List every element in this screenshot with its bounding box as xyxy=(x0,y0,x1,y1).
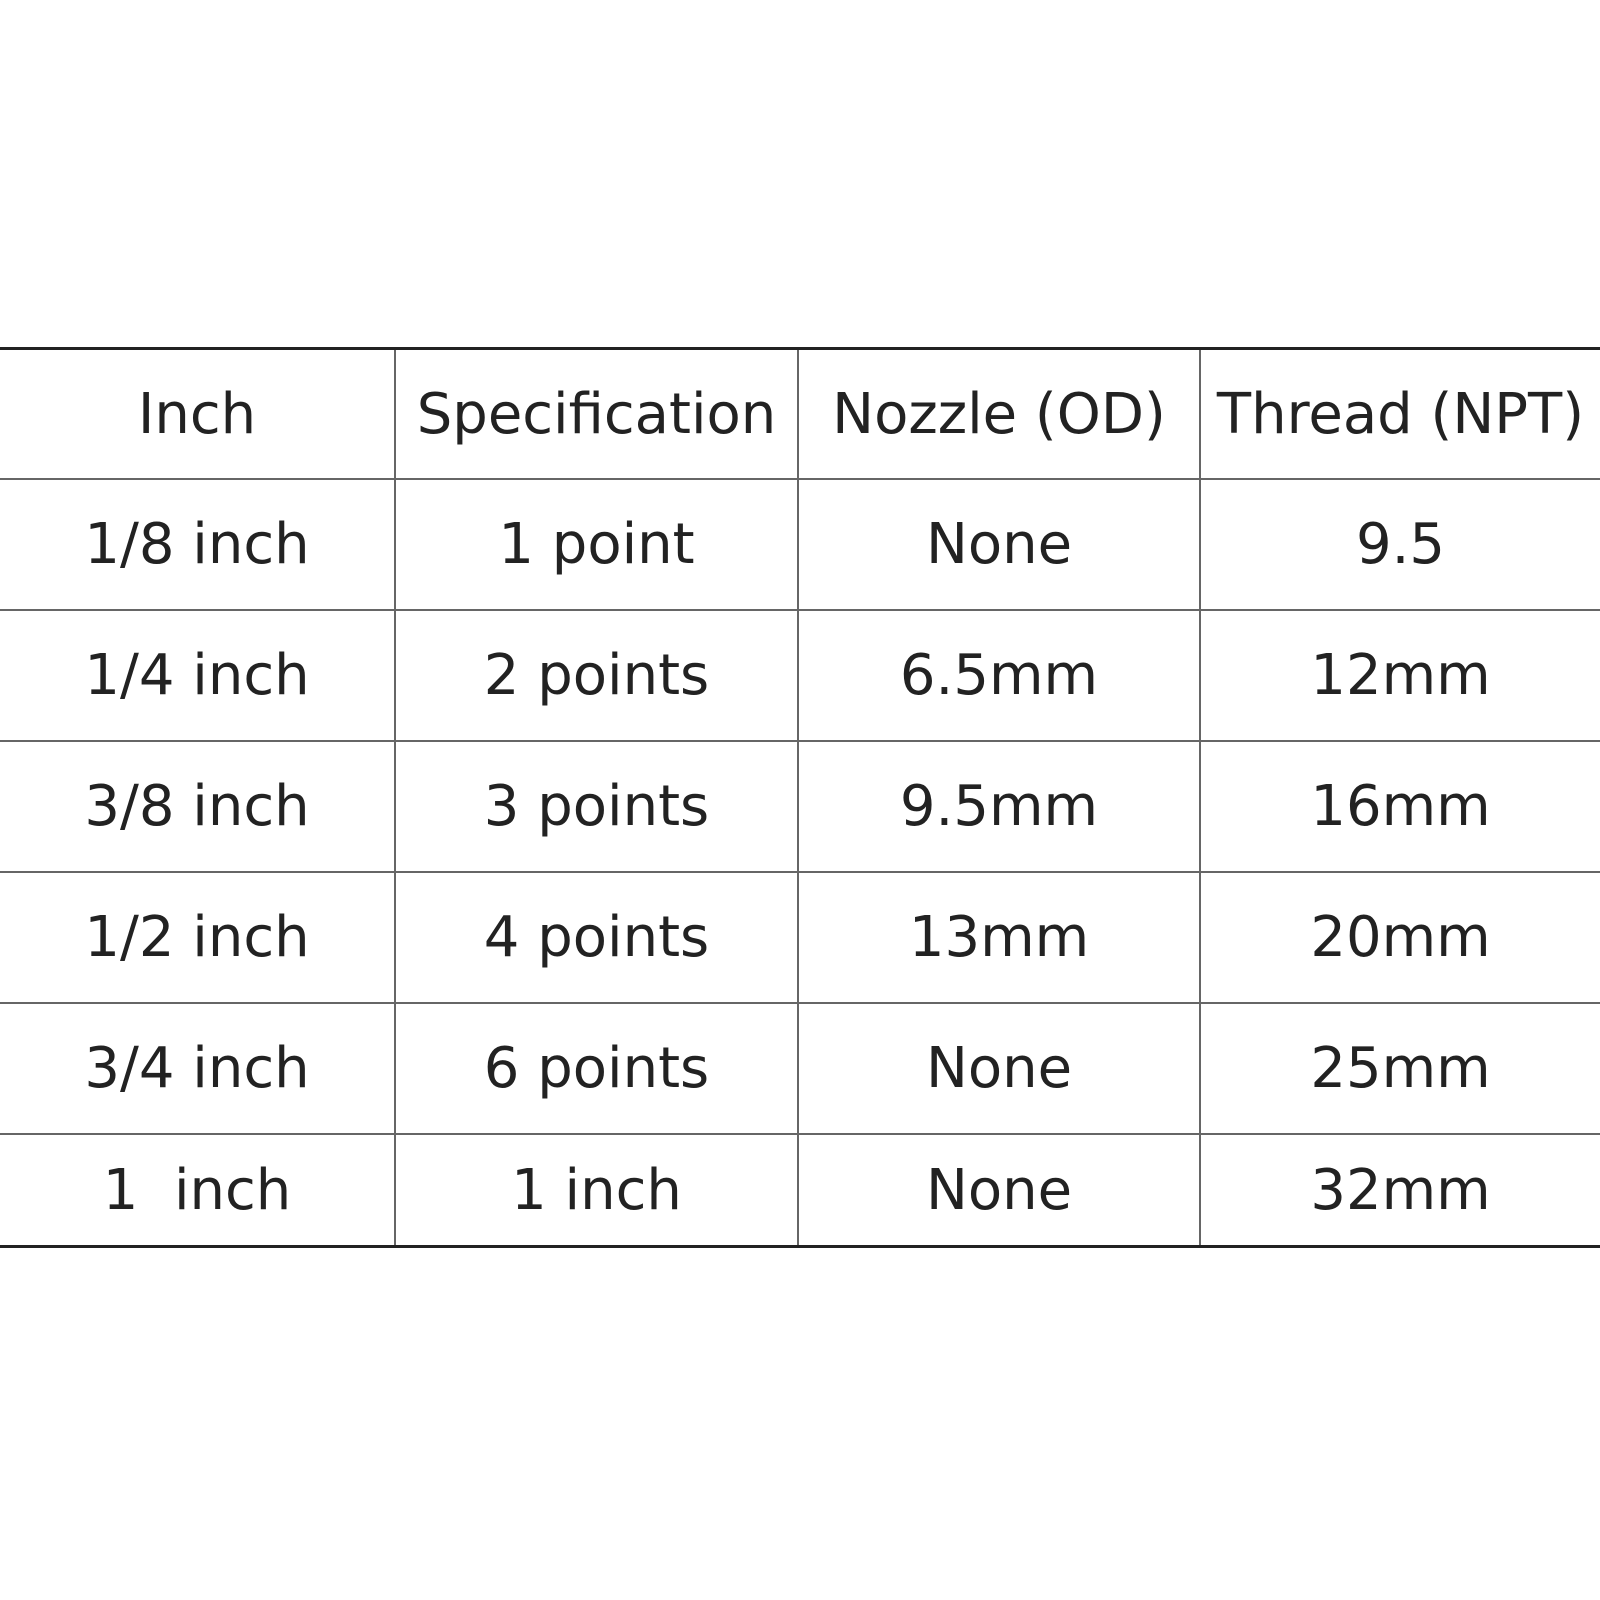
cell-specification: 2 points xyxy=(395,610,798,741)
table-row xyxy=(0,1134,1600,1247)
table-header-row xyxy=(0,349,1600,480)
header-specification: Specification xyxy=(395,349,798,480)
cell-inch: 3/4 inch xyxy=(0,1003,395,1134)
cell-inch: 1/2 inch xyxy=(0,872,395,1003)
cell-thread: 20mm xyxy=(1200,872,1600,1003)
cell-specification: 6 points xyxy=(395,1003,798,1134)
cell-specification: 3 points xyxy=(395,741,798,872)
cell-nozzle: 9.5mm xyxy=(798,741,1200,872)
cell-nozzle: 6.5mm xyxy=(798,610,1200,741)
cell-thread: 16mm xyxy=(1200,741,1600,872)
cell-nozzle: 13mm xyxy=(798,872,1200,1003)
cell-nozzle: None xyxy=(798,1134,1200,1247)
header-thread-npt: Thread (NPT) xyxy=(1200,349,1600,480)
cell-inch: 1/4 inch xyxy=(0,610,395,741)
table-row xyxy=(0,872,1600,1003)
cell-thread: 12mm xyxy=(1200,610,1600,741)
cell-thread: 32mm xyxy=(1200,1134,1600,1247)
cell-thread: 25mm xyxy=(1200,1003,1600,1134)
cell-inch: 1 inch xyxy=(0,1134,395,1247)
table-row xyxy=(0,479,1600,610)
cell-inch: 3/8 inch xyxy=(0,741,395,872)
cell-specification: 1 inch xyxy=(395,1134,798,1247)
cell-specification: 1 point xyxy=(395,479,798,610)
cell-specification: 4 points xyxy=(395,872,798,1003)
table-row xyxy=(0,741,1600,872)
cell-inch: 1/8 inch xyxy=(0,479,395,610)
header-nozzle-od: Nozzle (OD) xyxy=(798,349,1200,480)
table-row xyxy=(0,1003,1600,1134)
header-inch: Inch xyxy=(0,349,395,480)
table-row xyxy=(0,610,1600,741)
cell-nozzle: None xyxy=(798,1003,1200,1134)
spec-table xyxy=(0,347,1600,1248)
cell-nozzle: None xyxy=(798,479,1200,610)
cell-thread: 9.5 xyxy=(1200,479,1600,610)
